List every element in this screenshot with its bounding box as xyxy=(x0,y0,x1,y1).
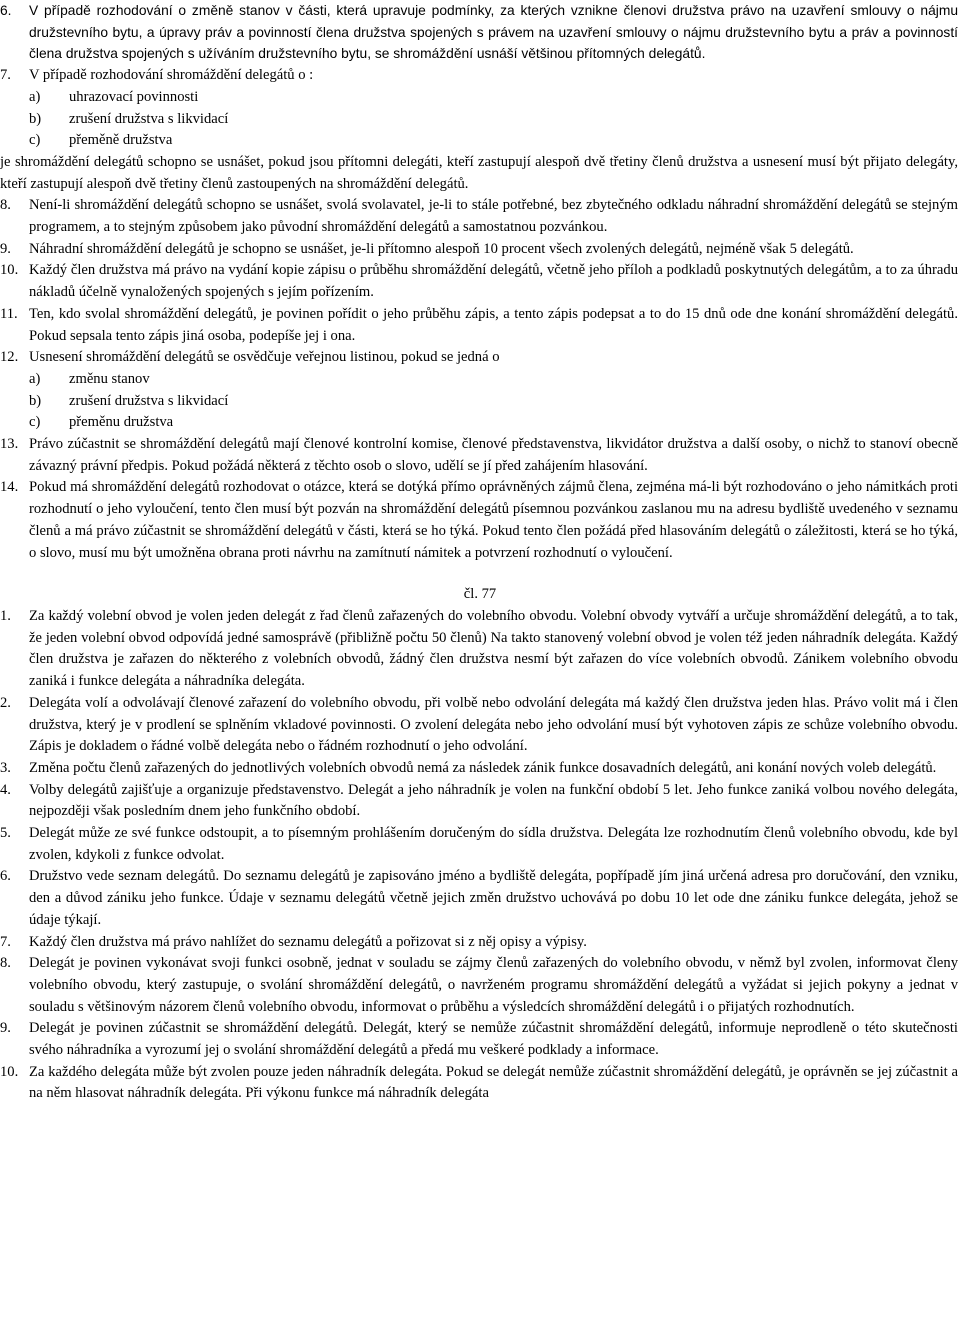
item-number: 7. xyxy=(0,67,11,84)
item-number: 12. xyxy=(0,349,19,366)
item-body xyxy=(29,606,958,693)
sub-item-letter: c) xyxy=(29,414,41,431)
sub-item xyxy=(29,412,958,434)
item-text: Družstvo vede seznam delegátů. Do seznamu delegátů je zapisováno jméno a bydliště delegáta, popřípadě jím jiná určená adresa pro doručování, den vzniku, den a důvod zániku jeho funkce. Údaje v seznamu delegátů včetně jejich změn družstvo uchovává po dobu 10 let ode dne zániku funkce delegáta, jehož se údaje týkají. xyxy=(29,868,958,928)
section-item xyxy=(0,477,960,564)
item-number: 8. xyxy=(0,955,11,972)
article-item xyxy=(0,932,960,954)
item-body xyxy=(29,260,958,303)
item-body xyxy=(29,304,958,347)
item-body xyxy=(29,1062,958,1105)
article-item xyxy=(0,1018,960,1061)
item-body xyxy=(29,758,958,780)
item-body xyxy=(29,434,958,477)
item-body xyxy=(29,823,958,866)
item-body xyxy=(29,477,958,564)
item-number: 3. xyxy=(0,759,11,776)
item-number: 14. xyxy=(0,479,19,496)
item-number: 6. xyxy=(0,868,11,885)
section-item xyxy=(0,195,960,238)
article-item xyxy=(0,693,960,758)
article-item xyxy=(0,823,960,866)
section-item xyxy=(0,304,960,347)
item-number: 13. xyxy=(0,436,19,453)
item-text: Za každého delegáta může být zvolen pouze jeden náhradník delegáta. Pokud se delegát nemůže zúčastnit shromáždění delegátů, je oprávněn se jej zúčastnit a na něm hlasovat náhradník delegáta. Při výkonu funkce má náhradník delegáta xyxy=(29,1063,958,1102)
item-body xyxy=(29,239,958,261)
item-body xyxy=(29,866,958,931)
item-number: 8. xyxy=(0,197,11,214)
article-heading: čl. 77 xyxy=(463,586,497,603)
sub-item xyxy=(29,130,958,152)
item-number: 5. xyxy=(0,825,11,842)
sub-item-text: zrušení družstva s likvidací xyxy=(69,392,229,409)
sub-item-text: změnu stanov xyxy=(69,370,150,387)
item-body xyxy=(29,347,958,434)
item-body xyxy=(29,780,958,823)
item-text: Usnesení shromáždění delegátů se osvědčuje veřejnou listinou, pokud se jedná o xyxy=(29,349,500,366)
sub-item-letter: a) xyxy=(29,88,41,105)
section-item xyxy=(0,434,960,477)
article-item xyxy=(0,780,960,823)
item-text: Každý člen družstva má právo na vydání kopie zápisu o průběhu shromáždění delegátů, včetně jeho příloh a podkladů poskytnutých delegátům, a to za úhradu nákladů účelně vynaložených spojených s jejím pořízením. xyxy=(29,262,958,301)
item-text: Delegáta volí a odvolávají členové zařazení do volebního obvodu, při volbě nebo odvolání delegáta má každý člen družstva jeden hlas. Právo volit má i člen družstva, který je v prodlení se splněním vkladové povinnosti. O zvolení delegáta nebo jeho odvolání musí být vyhotoven zápis ze schůze volebního obvodu. Zápis je dokladem o řádné volbě delegáta nebo o řádném rozhodnutí o jeho odvolání. xyxy=(29,694,958,755)
item-body xyxy=(29,195,958,238)
item-body xyxy=(29,693,958,758)
item-text: Náhradní shromáždění delegátů je schopno se usnášet, je-li přítomno alespoň 10 procent všech zvolených delegátů, nejméně však 5 delegátů. xyxy=(29,240,854,257)
item-number: 4. xyxy=(0,781,11,798)
item-number: 11. xyxy=(0,305,18,322)
sub-item xyxy=(29,109,958,131)
sub-item-letter: a) xyxy=(29,370,41,387)
item-text: Pokud má shromáždění delegátů rozhodovat o otázce, která se dotýká přímo oprávněných zájmů člena, zejména má-li být rozhodováno o jeho námitkách proti rozhodnutí o jeho vyloučení, tento člen musí být pozván na shromáždění delegátů písemnou pozvánkou zaslanou mu na adresu bydliště uvedeného v seznamu členů a má právo zúčastnit se shromáždění delegátů v části, která se ho týká. Pokud tento člen požádá před hlasováním delegátů o záležitosti, která se ho týká, o slovo, musí mu být umožněna obrana proti návrhu na zamítnutí námitek a potvrzení rozhodnutí o vyloučení. xyxy=(29,479,958,561)
sub-item-letter: b) xyxy=(29,392,42,409)
sub-item xyxy=(29,87,958,109)
item-number: 10. xyxy=(0,1063,19,1080)
article-item xyxy=(0,866,960,931)
item-text: Delegát může ze své funkce odstoupit, a to písemným prohlášením doručeným do sídla družstva. Delegáta lze rozhodnutím členů volebního obvodu, kde byl zvolen, kdykoli z funkce odvolat. xyxy=(29,825,958,863)
item-text: Právo zúčastnit se shromáždění delegátů mají členové kontrolní komise, členové představenstva, likvidátor družstva a další osoby, o nichž to stanoví obecně závazný právní předpis. Pokud požádá některá z těchto osob o slovo, udělí se jí před zahájením hlasování. xyxy=(29,436,958,474)
section-item xyxy=(0,260,960,303)
item-body xyxy=(29,1018,958,1061)
section-item xyxy=(0,347,960,434)
item-text: Každý člen družstva má právo nahlížet do seznamu delegátů a pořizovat si z něj opisy a výpisy. xyxy=(29,933,587,950)
item-body xyxy=(29,932,958,954)
sub-item-letter: c) xyxy=(29,132,41,149)
item-text: Ten, kdo svolal shromáždění delegátů, je povinen pořídit o jeho průběhu zápis, a tento zápis podepsat a to do 15 dnů ode dne konání shromáždění delegátů. Pokud sepsala tento zápis jiná osoba, podepíše jej i ona. xyxy=(29,305,958,344)
section-item xyxy=(0,0,960,65)
sub-item-letter: b) xyxy=(29,110,42,127)
item-body xyxy=(0,65,958,195)
item-number: 9. xyxy=(0,240,11,257)
article-item xyxy=(0,953,960,1018)
item-body xyxy=(29,0,958,65)
sub-item-text: přeměnu družstva xyxy=(69,414,174,431)
sub-item-text: zrušení družstva s likvidací xyxy=(69,110,229,127)
item-text: Delegát je povinen vykonávat svoji funkci osobně, jednat v souladu se zájmy členů zařazených do volebního obvodu, v němž byl zvolen, informovat členy volebního obvodu, který zastupuje, o svolání shromáždění delegátů, o navrženém programu shromáždění delegátů a vyžádat si jejich pokyny a jednat v souladu s většinovým názorem členů volebního obvodu, informovat o průběhu a výsledcích shromáždění delegátů i o přijatých rozhodnutích. xyxy=(29,955,958,1015)
article-item xyxy=(0,758,960,780)
item-body xyxy=(29,953,958,1018)
item-continuation: je shromáždění delegátů schopno se usnášet, pokud jsou přítomni delegáti, kteří zastupují alespoň dvě třetiny členů družstva a usnesení musí být přijato delegáty, kteří zastupují alespoň dvě třetiny členů zastoupených na shromáždění delegátů. xyxy=(0,153,958,192)
item-number: 7. xyxy=(0,933,11,950)
article-item xyxy=(0,1062,960,1105)
section-item xyxy=(0,65,960,195)
item-number: 1. xyxy=(0,607,11,624)
item-text: V případě rozhodování o změně stanov v části, která upravuje podmínky, za kterých vznikne členovi družstva právo na uzavření smlouvy o nájmu družstevního bytu, a úpravy práv a povinností člena družstva spojených s právem na uzavření smlouvy o nájmu družstevního bytu a práv a povinností člena družstva spojených s užíváním družstevního bytu, se shromáždění usnáší většinou přítomných delegátů. xyxy=(29,3,958,62)
item-text: Delegát je povinen zúčastnit se shromáždění delegátů. Delegát, který se nemůže zúčastnit shromáždění delegátů, informuje neprodleně o této skutečnosti svého náhradníka a vyrozumí jej o svolání shromáždění delegátů a předá mu veškeré podklady a informace. xyxy=(29,1020,958,1059)
item-number: 9. xyxy=(0,1020,11,1037)
sub-item-text: uhrazovací povinnosti xyxy=(69,88,199,105)
item-text: V případě rozhodování shromáždění delegátů o : xyxy=(29,67,314,84)
item-text: Za každý volební obvod je volen jeden delegát z řad členů zařazených do volebního obvodu. Volební obvody vytváří a určuje shromáždění delegátů, a to tak, že jeden volební obvod odpovídá jedné samosprávě (přibližně počtu 50 členů) Na takto stanovený volební obvod je volen též jeden náhradník delegáta. Každý člen družstva je zařazen do některého z volebních obvodů, žádný člen družstva nesmí být zařazen do více volebních obvodů. Zánikem volebního obvodu zaniká i funkce delegáta a náhradníka delegáta. xyxy=(29,607,958,690)
sub-item xyxy=(29,369,958,391)
article-item xyxy=(0,606,960,693)
item-number: 6. xyxy=(0,3,12,18)
sub-item-text: přeměně družstva xyxy=(69,132,173,149)
sub-item xyxy=(29,391,958,413)
item-text: Volby delegátů zajišťuje a organizuje představenstvo. Delegát a jeho náhradník je volen na funkční období 5 let. Jeho funkce zaniká volbou nového delegáta, nejpozději však posledním dnem jeho funkčního období. xyxy=(29,781,958,820)
item-number: 2. xyxy=(0,694,11,711)
item-text: Změna počtu členů zařazených do jednotlivých volebních obvodů nemá za následek zánik funkce dosavadních delegátů, ani konání nových voleb delegátů. xyxy=(29,759,937,776)
section-item xyxy=(0,239,960,261)
item-text: Není-li shromáždění delegátů schopno se usnášet, svolá svolavatel, je-li to stále potřebné, bez zbytečného odkladu náhradní shromáždění delegátů se stejným programem, a to stejným způsobem jako původní shromáždění delegátů a samostatnou pozvánkou. xyxy=(29,197,958,236)
item-number: 10. xyxy=(0,262,19,279)
